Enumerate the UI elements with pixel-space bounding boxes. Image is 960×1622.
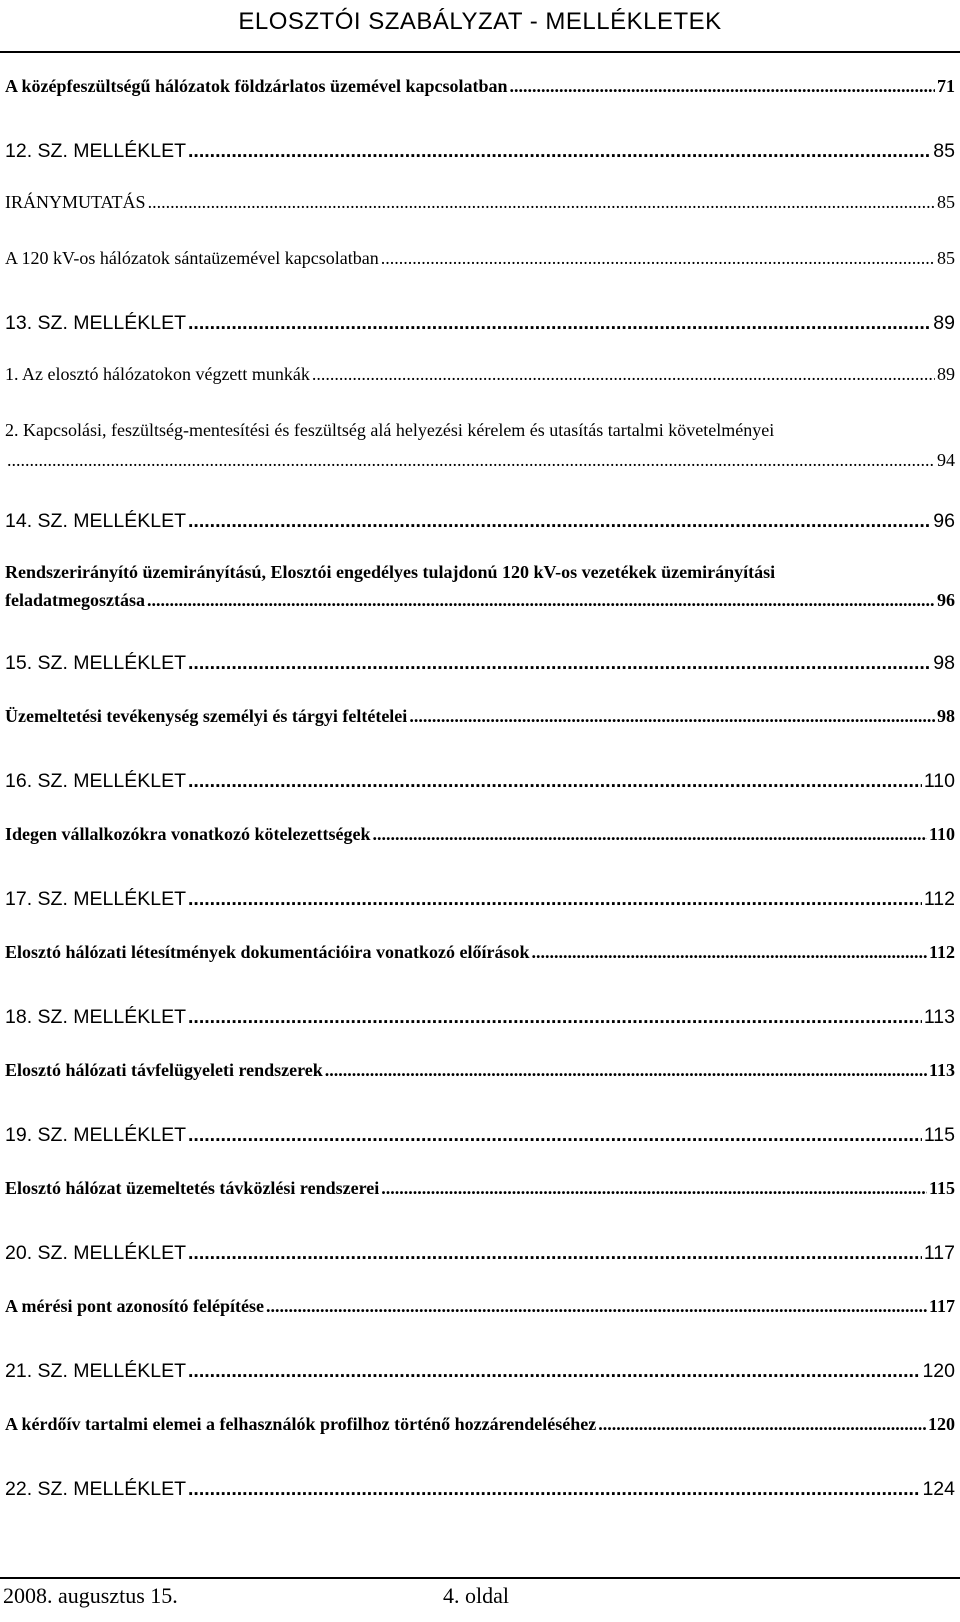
toc-entry-page: 120 [922,1360,955,1382]
toc-entry-first-line[interactable]: 2. Kapcsolási, feszültség-mentesítési és feszültség alá helyezési kérelem és utasítás tartalmi követelményei [5,420,775,440]
toc-leader-dots [598,1414,926,1435]
footer-divider [0,1577,960,1579]
toc-entry[interactable] [5,824,955,845]
toc-entry-page: 85 [937,192,955,212]
toc-entry[interactable] [5,1006,955,1029]
toc-entry-label: 19. SZ. MELLÉKLET [5,1124,186,1146]
toc-entry[interactable] [5,1242,955,1265]
footer-date: 2008. augusztus 15. [3,1583,178,1608]
toc-entry-page: 110 [923,770,955,792]
toc-leader-dots [188,312,931,335]
toc-entry[interactable] [5,192,955,213]
toc-entry[interactable] [5,1178,955,1199]
toc-leader-dots [148,192,935,213]
toc-entry[interactable] [5,140,955,163]
toc-entry-label: 15. SZ. MELLÉKLET [5,652,186,674]
toc-entry[interactable] [5,1060,955,1081]
toc-entry[interactable] [5,1414,955,1435]
toc-entry-label: feladatmegosztása [5,590,145,610]
toc-entry[interactable] [5,76,955,97]
toc-leader-dots [7,450,935,471]
toc-leader-dots [188,652,931,675]
toc-leader-dots [409,706,935,727]
toc-entry-page: 117 [928,1296,955,1316]
toc-leader-dots [381,248,935,269]
toc-entry-page: 115 [923,1124,955,1146]
toc-leader-dots [372,824,927,845]
toc-entry-label: Elosztó hálózat üzemeltetés távközlési rendszerei [5,1178,380,1198]
toc-entry-label: 16. SZ. MELLÉKLET [5,770,186,792]
toc-leader-dots [188,1242,922,1265]
toc-entry-label: Üzemeltetési tevékenység személyi és tárgyi feltételei [5,706,408,726]
toc-leader-dots [312,364,935,385]
toc-leader-dots [188,140,931,163]
toc-entry-page: 98 [937,706,955,726]
toc-entry-page: 85 [937,248,955,268]
toc-entry-page: 110 [928,824,955,844]
toc-entry[interactable] [5,1478,955,1501]
toc-entry-first-line[interactable]: Rendszerirányító üzemirányítású, Elosztói engedélyes tulajdonú 120 kV-os vezetékek üzemirányítási [5,562,776,582]
toc-leader-dots [325,1060,927,1081]
toc-entry[interactable] [5,1124,955,1147]
toc-entry-page: 112 [923,888,955,910]
toc-entry-page: 96 [933,510,955,532]
toc-entry[interactable] [5,312,955,335]
toc-entry-page: 89 [937,364,955,384]
toc-entry-label: 21. SZ. MELLÉKLET [5,1360,186,1382]
toc-entry-label: IRÁNYMUTATÁS [5,192,146,212]
toc-entry-page: 113 [923,1006,955,1028]
toc-leader-dots [188,1478,920,1501]
toc-entry-label: A középfeszültségű hálózatok földzárlatos üzemével kapcsolatban [5,76,508,96]
toc-entry-label: 20. SZ. MELLÉKLET [5,1242,186,1264]
toc-entry-page: 85 [933,140,955,162]
toc-leader-dots [147,590,935,611]
toc-entry[interactable] [5,364,955,385]
toc-entry[interactable] [5,888,955,911]
header-divider [0,51,960,53]
toc-leader-dots [188,1360,920,1383]
toc-entry[interactable] [5,248,955,269]
toc-entry[interactable] [5,1360,955,1383]
toc-leader-dots [188,888,922,911]
toc-entry-page: 117 [923,1242,955,1264]
footer-page-number: 4. oldal [443,1583,509,1608]
toc-entry-label: A mérési pont azonosító felépítése [5,1296,264,1316]
toc-leader-dots [188,770,922,793]
toc-entry[interactable] [5,1296,955,1317]
toc-leader-dots [188,1006,922,1029]
toc-entry[interactable] [5,590,955,611]
toc-entry-page: 115 [928,1178,955,1198]
toc-entry-label: 18. SZ. MELLÉKLET [5,1006,186,1028]
toc-entry-page: 113 [928,1060,955,1080]
toc-entry-label: Idegen vállalkozókra vonatkozó kötelezettségek [5,824,371,844]
toc-entry-page: 112 [928,942,955,962]
toc-entry-page: 120 [928,1414,955,1434]
toc-entry[interactable] [5,770,955,793]
toc-entry-label: 1. Az elosztó hálózatokon végzett munkák [5,364,310,384]
toc-entry-label: 12. SZ. MELLÉKLET [5,140,186,162]
toc-leader-dots [266,1296,927,1317]
toc-entry-label: A 120 kV-os hálózatok sántaüzemével kapcsolatban [5,248,379,268]
toc-entry-page: 96 [937,590,955,610]
toc-entry-page: 94 [937,450,955,470]
toc-entry[interactable] [5,510,955,533]
toc-leader-dots [188,510,931,533]
toc-entry-label: Elosztó hálózati létesítmények dokumentációira vonatkozó előírások [5,942,530,962]
toc-entry[interactable] [5,706,955,727]
toc-entry-label: Elosztó hálózati távfelügyeleti rendszerek [5,1060,323,1080]
toc-entry-label: 17. SZ. MELLÉKLET [5,888,186,910]
toc-entry-label: 14. SZ. MELLÉKLET [5,510,186,532]
toc-entry[interactable] [5,450,955,471]
toc-entry-page: 89 [933,312,955,334]
toc-entry[interactable] [5,652,955,675]
toc-entry-page: 124 [922,1478,955,1500]
toc-entry-page: 98 [933,652,955,674]
toc-leader-dots [531,942,927,963]
toc-entry-page: 71 [937,76,955,96]
toc-entry[interactable] [5,942,955,963]
toc-leader-dots [188,1124,922,1147]
toc-entry-label: 13. SZ. MELLÉKLET [5,312,186,334]
toc-entry-label: 22. SZ. MELLÉKLET [5,1478,186,1500]
toc-leader-dots [381,1178,927,1199]
toc-entry-label: A kérdőív tartalmi elemei a felhasználók profilhoz történő hozzárendeléséhez [5,1414,597,1434]
toc-leader-dots [509,76,935,97]
document-header-title: ELOSZTÓI SZABÁLYZAT - MELLÉKLETEK [238,8,722,35]
